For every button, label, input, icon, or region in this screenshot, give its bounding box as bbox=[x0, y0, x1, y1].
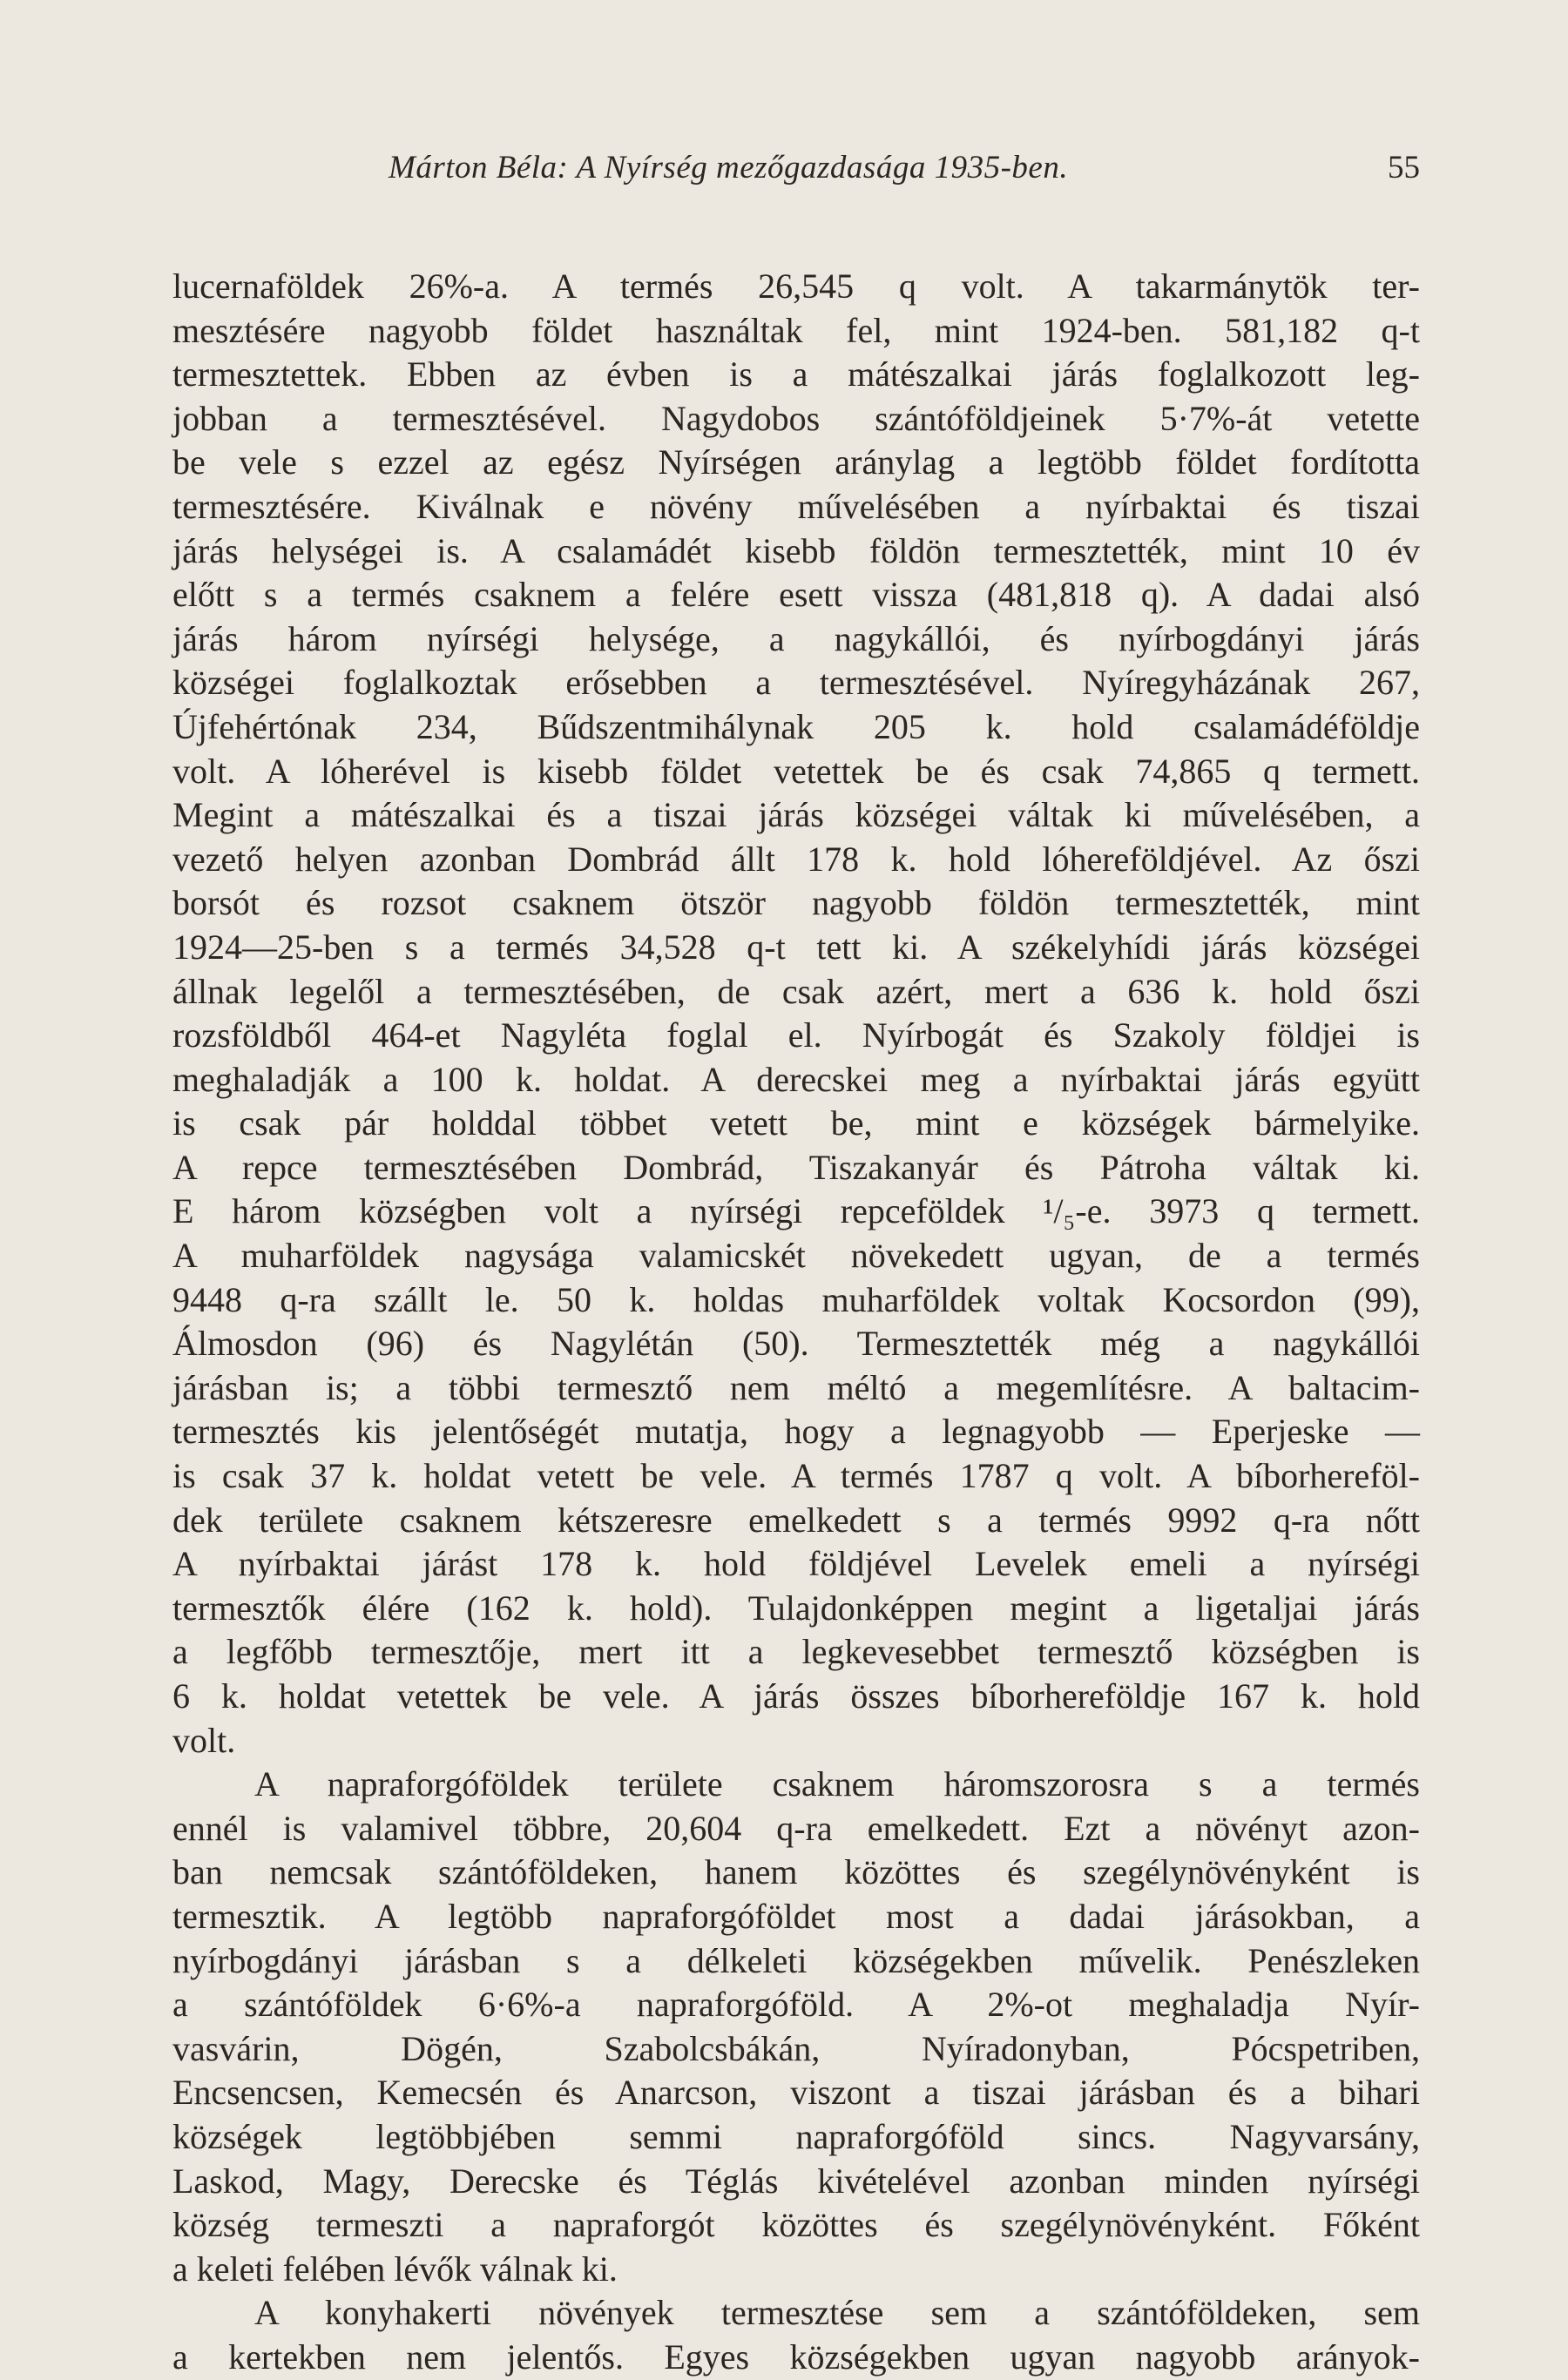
paragraph bbox=[172, 2291, 1420, 2379]
text-line: A napraforgóföldek területe csaknem háromszorosra s a termés bbox=[254, 1764, 1420, 1804]
text-line: 1924—25-ben s a termés 34,528 q-t tett ki. A székelyhídi járás községei bbox=[172, 927, 1420, 967]
page-number: 55 bbox=[1388, 150, 1420, 185]
text-line: meghaladják a 100 k. holdat. A derecskei meg a nyírbaktai járás együtt bbox=[172, 1059, 1420, 1099]
text-line: a kertekben nem jelentős. Egyes községekben ugyan nagyobb arányok- bbox=[172, 2336, 1420, 2377]
text-line: A muharföldek nagysága valamicskét növekedett ugyan, de a termés bbox=[172, 1236, 1420, 1276]
page-header bbox=[172, 146, 1420, 190]
text-line: járás helységei is. A csalamádét kisebb földön termesztették, mint 10 év bbox=[172, 530, 1420, 570]
text-line: is csak pár holddal többet vetett be, mint e községek bármelyike. bbox=[172, 1103, 1420, 1143]
text-line: vasvárin, Dögén, Szabolcsbákán, Nyíradonyban, Pócspetriben, bbox=[172, 2028, 1420, 2068]
text-line: a legfőbb termesztője, mert itt a legkevesebbet termesztő községben is bbox=[172, 1632, 1420, 1672]
text-line: A konyhakerti növények termesztése sem a szántóföldeken, sem bbox=[254, 2293, 1420, 2333]
text-line: termesztik. A legtöbb napraforgóföldet most a dadai járásokban, a bbox=[172, 1896, 1420, 1936]
text-line: állnak legelől a termesztésében, de csak azért, mert a 636 k. hold őszi bbox=[172, 971, 1420, 1011]
text-line: a keleti felében lévők válnak ki. bbox=[172, 2249, 618, 2289]
text-line: járás három nyírségi helysége, a nagykállói, és nyírbogdányi járás bbox=[172, 618, 1420, 658]
text-line: községei foglalkoztak erősebben a termesztésével. Nyíregyházának 267, bbox=[172, 663, 1420, 703]
text-line: 9448 q-ra szállt le. 50 k. holdas muharföldek voltak Kocsordon (99), bbox=[172, 1279, 1420, 1319]
text-line: termesztésére. Kiválnak e növény művelésében a nyírbaktai és tiszai bbox=[172, 486, 1420, 526]
text-line: volt. bbox=[172, 1720, 236, 1760]
text-line: Megint a mátészalkai és a tiszai járás községei váltak ki művelésében, a bbox=[172, 795, 1420, 835]
text-line: lucernaföldek 26%-a. A termés 26,545 q volt. A takarmánytök ter- bbox=[172, 266, 1420, 306]
text-line: E három községben volt a nyírségi repceföldek ¹/₅-e. 3973 q termett. bbox=[172, 1191, 1420, 1231]
text-line: volt. A lóherével is kisebb földet vetettek be és csak 74,865 q termett. bbox=[172, 751, 1420, 791]
text-line: járásban is; a többi termesztő nem méltó a megemlítésre. A baltacim- bbox=[172, 1367, 1420, 1407]
text-line: a szántóföldek 6·6%-a napraforgóföld. A 2%-ot meghaladja Nyír- bbox=[172, 1985, 1420, 2025]
text-line: ban nemcsak szántóföldeken, hanem közöttes és szegélynövényként is bbox=[172, 1852, 1420, 1892]
text-line: dek területe csaknem kétszeresre emelkedett s a termés 9992 q-ra nőtt bbox=[172, 1500, 1420, 1540]
running-title: Márton Béla: A Nyírség mezőgazdasága 1935-ben. bbox=[389, 150, 1069, 185]
text-line: jobban a termesztésével. Nagydobos szántóföldjeinek 5·7%-át vetette bbox=[172, 398, 1420, 438]
text-line: nyírbogdányi járásban s a délkeleti községekben művelik. Penészleken bbox=[172, 1940, 1420, 1980]
text-line: előtt s a termés csaknem a felére esett vissza (481,818 q). A dadai alsó bbox=[172, 575, 1420, 615]
text-line: is csak 37 k. holdat vetett be vele. A termés 1787 q volt. A bíborhereföl- bbox=[172, 1456, 1420, 1496]
text-line: vezető helyen azonban Dombrád állt 178 k. hold lóhereföldjével. Az őszi bbox=[172, 839, 1420, 879]
text-line: község termeszti a napraforgót közöttes és szegélynövényként. Főként bbox=[172, 2205, 1420, 2245]
text-line: borsót és rozsot csaknem ötször nagyobb földön termesztették, mint bbox=[172, 883, 1420, 923]
paragraph bbox=[172, 1763, 1420, 2291]
text-line: A repce termesztésében Dombrád, Tiszakanyár és Pátroha váltak ki. bbox=[172, 1147, 1420, 1187]
text-line: Laskod, Magy, Derecske és Téglás kivételével azonban minden nyírségi bbox=[172, 2161, 1420, 2201]
text-line: Encsencsen, Kemecsén és Anarcson, viszont a tiszai járásban és a bihari bbox=[172, 2073, 1420, 2113]
text-line: be vele s ezzel az egész Nyírségen aránylag a legtöbb földet fordította bbox=[172, 442, 1420, 482]
text-line: községek legtöbbjében semmi napraforgóföld sincs. Nagyvarsány, bbox=[172, 2116, 1420, 2156]
text-line: Álmosdon (96) és Nagylétán (50). Termesztették még a nagykállói bbox=[172, 1324, 1420, 1364]
text-line: termesztettek. Ebben az évben is a mátészalkai járás foglalkozott leg- bbox=[172, 354, 1420, 394]
text-line: A nyírbaktai járást 178 k. hold földjével Levelek emeli a nyírségi bbox=[172, 1544, 1420, 1584]
text-line: mesztésére nagyobb földet használtak fel, mint 1924-ben. 581,182 q-t bbox=[172, 310, 1420, 350]
paragraph bbox=[172, 265, 1420, 1763]
text-line: termesztés kis jelentőségét mutatja, hogy a legnagyobb — Eperjeske — bbox=[172, 1412, 1420, 1452]
text-line: rozsföldből 464-et Nagyléta foglal el. Nyírbogát és Szakoly földjei is bbox=[172, 1015, 1420, 1055]
body-text bbox=[172, 265, 1420, 2380]
text-line: 6 k. holdat vetettek be vele. A járás összes bíborhereföldje 167 k. hold bbox=[172, 1676, 1420, 1716]
text-line: termesztők élére (162 k. hold). Tulajdonképpen megint a ligetaljai járás bbox=[172, 1588, 1420, 1628]
text-line: Újfehértónak 234, Bűdszentmihálynak 205 k. hold csalamádéföldje bbox=[172, 706, 1420, 746]
text-line: ennél is valamivel többre, 20,604 q-ra emelkedett. Ezt a növényt azon- bbox=[172, 1808, 1420, 1848]
